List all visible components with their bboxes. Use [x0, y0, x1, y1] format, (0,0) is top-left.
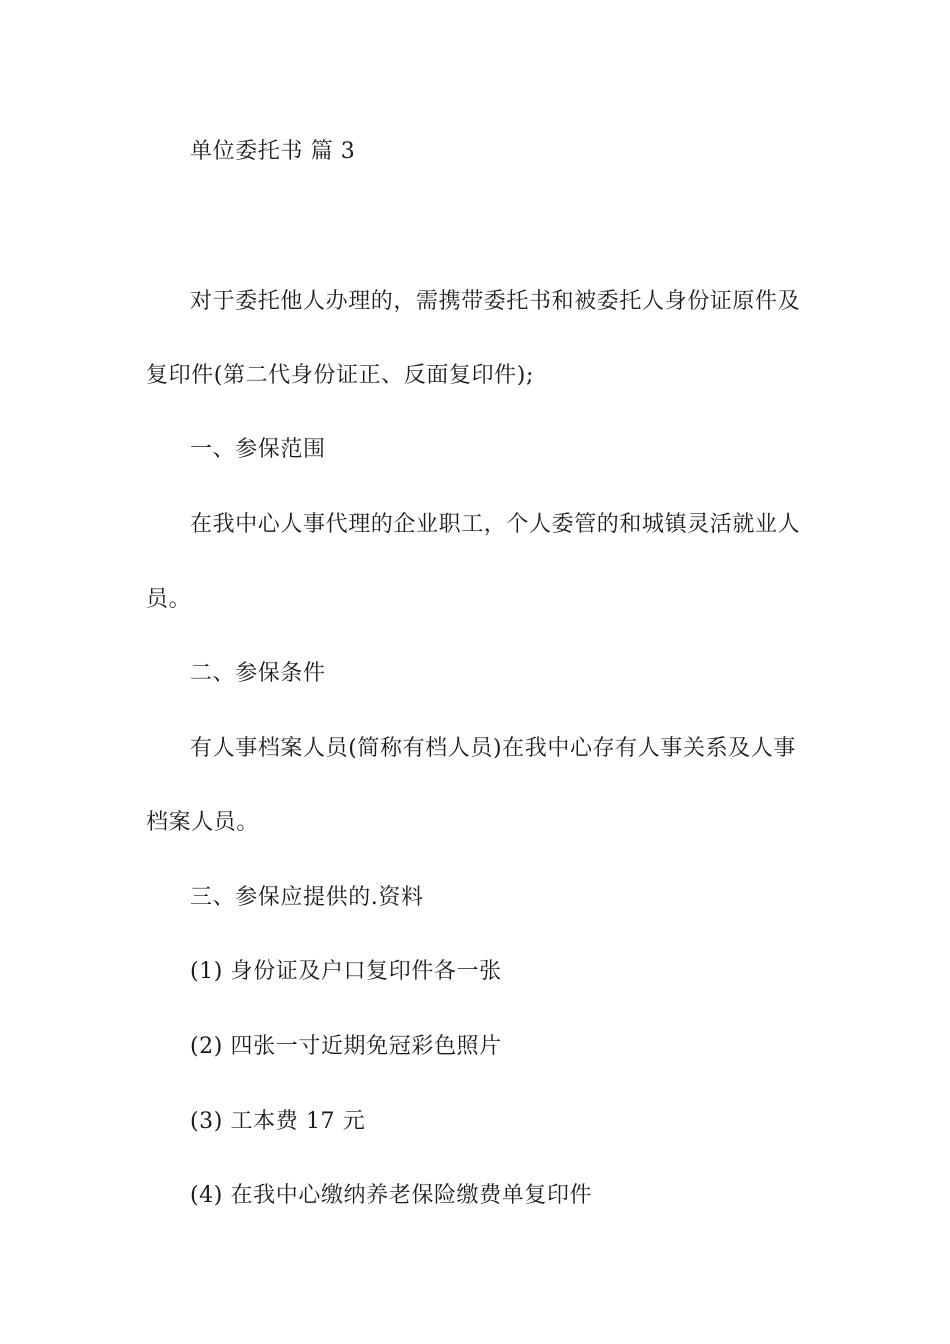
section-conditions-line-2: 档案人员。 [146, 810, 260, 835]
section-heading-conditions: 二、参保条件 [190, 661, 326, 686]
intro-line-2: 复印件(第二代身份证正、反面复印件); [146, 363, 534, 388]
section-conditions-line-1: 有人事档案人员(简称有档人员)在我中心存有人事关系及人事 [190, 736, 796, 761]
intro-line-1: 对于委托他人办理的，需携带委托书和被委托人身份证原件及 [190, 289, 801, 314]
section-scope-line-1: 在我中心人事代理的企业职工，个人委管的和城镇灵活就业人 [190, 512, 801, 537]
section-scope-line-2: 员。 [146, 587, 192, 612]
list-item: (4) 在我中心缴纳养老保险缴费单复印件 [190, 1183, 593, 1208]
list-item: (3) 工本费 17 元 [190, 1109, 366, 1134]
section-heading-materials: 三、参保应提供的.资料 [190, 885, 424, 910]
list-item: (1) 身份证及户口复印件各一张 [190, 959, 502, 984]
list-item: (2) 四张一寸近期免冠彩色照片 [190, 1034, 502, 1059]
document-title: 单位委托书 篇 3 [190, 139, 356, 164]
section-heading-scope: 一、参保范围 [190, 437, 326, 462]
